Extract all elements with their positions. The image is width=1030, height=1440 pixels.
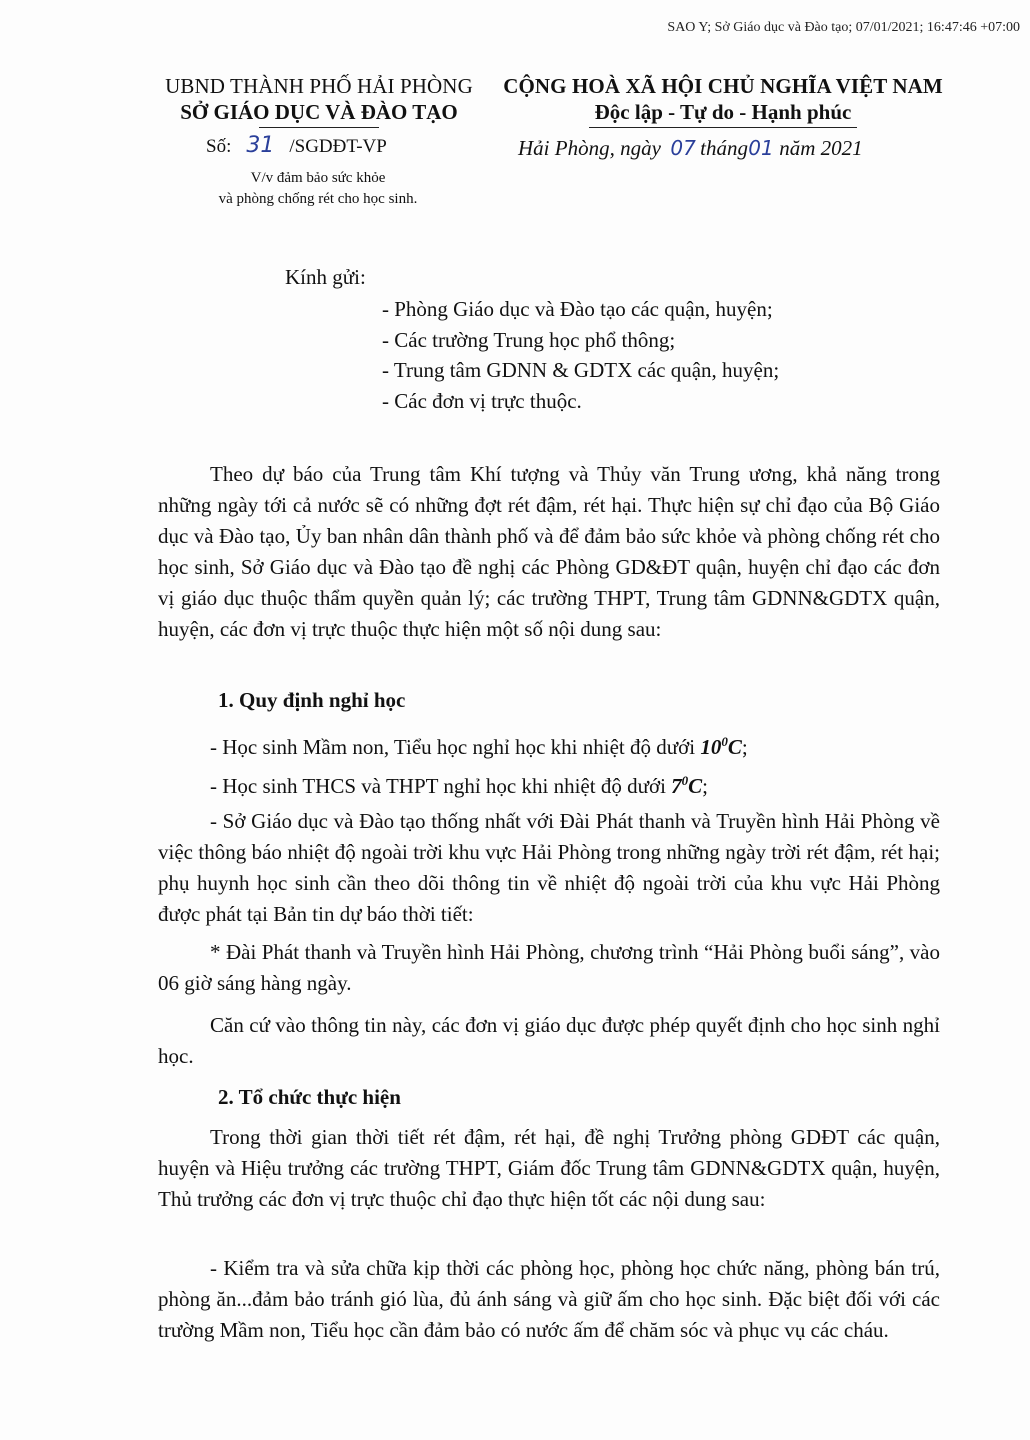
subject-line-2: và phòng chống rét cho học sinh. [218,191,418,207]
date-month-handwritten: 01 [748,136,774,160]
section-1-title: 1. Quy định nghỉ học [218,688,406,712]
broadcast-program-paragraph: * Đài Phát thanh và Truyền hình Hải Phòng, chương trình “Hải Phòng buổi sáng”, vào 06 giờ sáng hàng ngày. [158,940,940,995]
rule-preschool-end: ; [741,735,748,759]
salutation: Kính gửi: [285,265,366,289]
motto-underline [589,127,857,128]
broadcast-agreement-paragraph: - Sở Giáo dục và Đào tạo thống nhất với Đài Phát thanh và Truyền hình Hải Phòng về việc thông báo nhiệt độ ngoài trời khu vực Hải Phòng trong những ngày trời rét đậm, rét hại; phụ huynh học sinh cần theo dõi thông tin về nhiệt độ ngoài trời của khu vực Hải Phòng được phát tại Bản tin dự báo thời tiết: [158,809,940,926]
temp-degree-1: 0 [721,734,728,749]
classroom-repair-paragraph: - Kiểm tra và sửa chữa kịp thời các phòng học, phòng học chức năng, phòng bán trú, phòng ăn...đảm bảo tránh gió lùa, đủ ánh sáng và giữ ấm cho học sinh. Đặc biệt đối với các trường Mầm non, Tiểu học cần đảm bảo có nước ấm để chăm sóc và phục vụ các cháu. [158,1256,940,1342]
authority-line-1: UBND THÀNH PHỐ HẢI PHÒNG [165,74,473,98]
temp-degree-2: 0 [681,773,689,788]
recipient-list [382,294,779,416]
temp-threshold-2 [671,774,702,798]
rule-preschool-primary [158,726,940,763]
doc-number-suffix: /SGDĐT-VP [289,136,387,157]
decision-paragraph: Căn cứ vào thông tin này, các đơn vị giáo dục được phép quyết định cho học sinh nghỉ học. [158,1013,940,1068]
recipient-item: - Phòng Giáo dục và Đào tạo các quận, huyện; [382,297,773,321]
rule-secondary-end: ; [702,774,709,798]
temp-value-2: 7 [671,774,682,798]
rule-secondary-text: - Học sinh THCS và THPT nghỉ học khi nhiệt độ dưới [210,774,672,798]
doc-number-handwritten: 31 [246,133,275,158]
rule-preschool-text: - Học sinh Mầm non, Tiểu học nghỉ học khi nhiệt độ dưới [210,735,701,759]
recipient-item: - Trung tâm GDNN & GDTX các quận, huyện; [382,358,780,382]
nation-name: CỘNG HOÀ XÃ HỘI CHỦ NGHĨA VIỆT NAM [503,74,943,98]
temp-unit-2: C [688,774,703,798]
issuing-authority [140,73,498,128]
date-prefix: Hải Phòng, ngày [518,136,661,160]
national-motto: Độc lập - Tự do - Hạnh phúc [594,100,852,124]
date-year: năm 2021 [779,136,863,160]
recipient-item: - Các đơn vị trực thuộc. [382,388,582,413]
authority-underline [259,127,379,128]
place-and-date [518,136,863,161]
intro-paragraph: Theo dự báo của Trung tâm Khí tượng và Thủy văn Trung ương, khả năng trong những ngày tới cả nước sẽ có những đợt rét đậm, rét hại. Thực hiện sự chỉ đạo của Bộ Giáo dục và Đào tạo, Ủy ban nhân dân thành phố và để đảm bảo sức khỏe và phòng chống rét cho học sinh, Sở Giáo dục và Đào tạo đề nghị các Phòng GD&ĐT quận, huyện chỉ đạo các đơn vị giáo dục thuộc thẩm quyền quản lý; các trường THPT, Trung tâm GDNN&GDTX quận, huyện, các đơn vị trực thuộc thực hiện một số nội dung sau: [158,462,940,641]
rule-secondary [158,765,940,802]
implementation-paragraph: Trong thời gian thời tiết rét đậm, rét hại, đề nghị Trưởng phòng GDĐT các quận, huyện và Hiệu trưởng các trường THPT, Giám đốc Trung tâm GDNN&GDTX quận, huyện, Thủ trưởng các đơn vị trực thuộc chỉ đạo thực hiện tốt các nội dung sau: [158,1125,940,1211]
subject-line-1: V/v đảm bảo sức khỏe [250,170,386,186]
document-subject [158,168,478,210]
digital-copy-stamp: SAO Y; Sở Giáo dục và Đào tạo; 07/01/2021; 16:47:46 +07:00 [667,20,1020,35]
authority-line-2: SỞ GIÁO DỤC VÀ ĐÀO TẠO [180,100,458,124]
recipient-item: - Các trường Trung học phổ thông; [382,327,676,352]
national-heading [478,73,968,128]
temp-unit-1: C [727,735,742,759]
temp-value-1: 10 [700,735,722,759]
date-day-handwritten: 07 [670,136,696,160]
date-month-label: tháng [700,136,748,160]
doc-number-prefix: Số: [206,136,232,157]
document-number [206,133,387,158]
temp-threshold-1 [700,735,742,759]
section-2-title: 2. Tổ chức thực hiện [218,1085,401,1109]
